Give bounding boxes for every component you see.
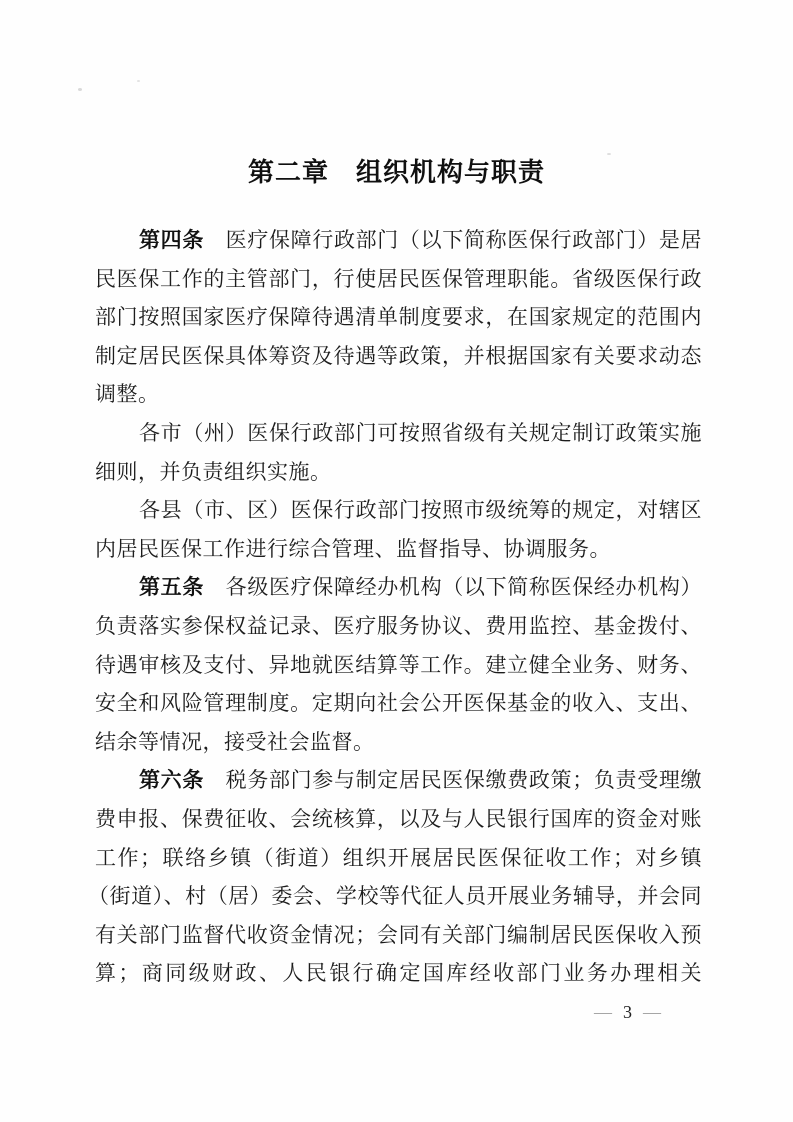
line-text: 负责落实参保权益记录、医疗服务协议、费用监控、基金拨付、 — [95, 613, 702, 638]
lead-gap — [204, 575, 226, 599]
article-number: 第四条 — [139, 229, 204, 252]
text-line — [95, 954, 702, 993]
line-text: 有关部门监督代收资金情况；会同有关部门编制居民医保收入预 — [95, 922, 702, 947]
text-line — [95, 491, 702, 530]
chapter-title: 第二章 组织机构与职责 — [247, 157, 545, 187]
text-line — [95, 684, 702, 723]
text-line — [88, 877, 702, 916]
text-line — [95, 530, 702, 569]
page-number-value: 3 — [623, 1002, 632, 1022]
line-text: 民医保工作的主管部门，行使居民医保管理职能。省级医保行政 — [95, 266, 702, 291]
document-body — [88, 221, 703, 993]
text-line — [95, 916, 702, 955]
text-line — [95, 800, 702, 839]
lead-gap — [204, 228, 226, 252]
text-line — [95, 298, 702, 337]
line-text: （街道）、村（居）委会、学校等代征人员开展业务辅导，并会同 — [88, 884, 702, 909]
line-text: 细则，并负责组织实施。 — [95, 459, 332, 484]
text-line — [95, 607, 702, 646]
text-line — [95, 568, 702, 607]
line-text: 部门按照国家医疗保障待遇清单制度要求，在国家规定的范围内 — [95, 305, 702, 330]
scan-speck — [78, 88, 82, 91]
line-text: 制定居民医保具体筹资及待遇等政策，并根据国家有关要求动态 — [95, 343, 702, 368]
text-line — [95, 414, 702, 453]
text-line — [95, 646, 702, 685]
text-line — [95, 761, 702, 800]
page-number — [594, 1000, 661, 1024]
text-line — [95, 453, 702, 492]
scan-speck — [137, 80, 140, 82]
text-line — [95, 260, 702, 299]
text-line — [95, 221, 702, 260]
line-text: 安全和风险管理制度。定期向社会公开医保基金的收入、支出、 — [95, 691, 702, 716]
text-line — [95, 839, 702, 878]
line-text: 算；商同级财政、人民银行确定国库经收部门业务办理相关 — [95, 961, 702, 986]
article-number: 第六条 — [139, 769, 204, 793]
page-number-dash-left: — — [594, 1002, 612, 1022]
text-line — [95, 723, 702, 762]
lead-gap — [204, 768, 226, 792]
line-text: 费申报、保费征收、会统核算，以及与人民银行国库的资金对账 — [95, 806, 702, 831]
line-text: 工作；联络乡镇（街道）组织开展居民医保征收工作；对乡镇 — [95, 845, 702, 870]
text-line — [95, 337, 702, 376]
scan-speck — [607, 153, 611, 155]
line-text: 税务部门参与制定居民医保缴费政策；负责受理缴 — [225, 768, 703, 793]
line-text: 调整。 — [95, 382, 160, 407]
article-number: 第五条 — [139, 576, 204, 600]
line-text: 医疗保障行政部门（以下简称医保行政部门）是居 — [225, 228, 703, 252]
line-text: 内居民医保工作进行综合管理、监督指导、协调服务。 — [95, 536, 611, 561]
line-text: 各级医疗保障经办机构（以下简称医保经办机构） — [225, 575, 703, 600]
line-text: 各县（市、区）医保行政部门按照市级统筹的规定，对辖区 — [139, 498, 702, 523]
page-number-dash-right: — — [643, 1002, 661, 1022]
line-text: 各市（州）医保行政部门可按照省级有关规定制订政策实施 — [139, 420, 702, 445]
line-text: 结余等情况，接受社会监督。 — [95, 729, 375, 754]
text-line — [95, 375, 702, 414]
line-text: 待遇审核及支付、异地就医结算等工作。建立健全业务、财务、 — [95, 652, 702, 677]
